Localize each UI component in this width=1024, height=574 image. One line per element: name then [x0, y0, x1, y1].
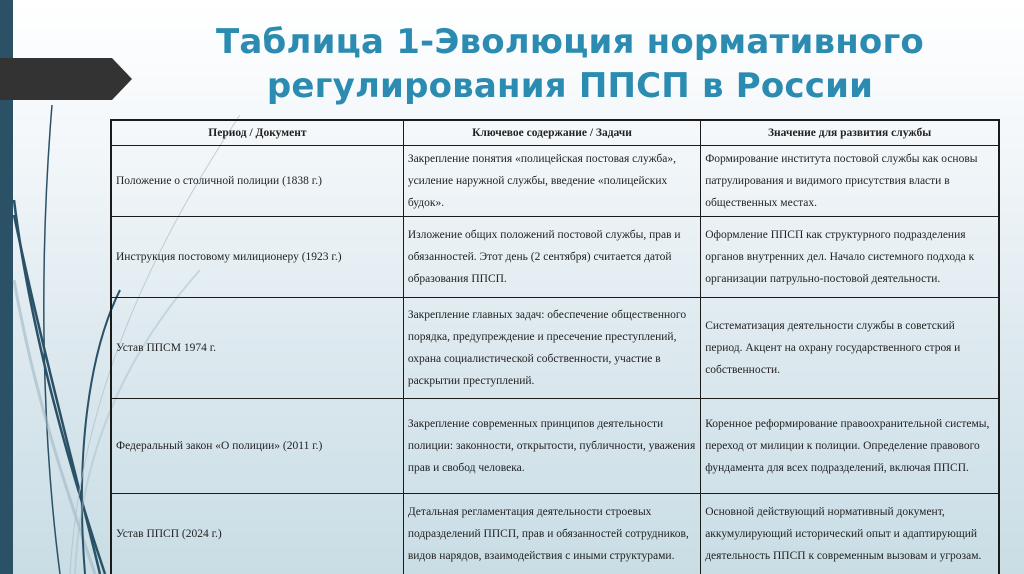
cell-significance: Основной действующий нормативный документ, аккумулирующий исторический опыт и адаптирующий деятельность ППСП к современным вызовам и угрозам.	[701, 494, 999, 574]
table-row	[111, 146, 999, 217]
slide-title	[200, 20, 940, 108]
cell-period: Устав ППСМ 1974 г.	[111, 298, 403, 399]
header-significance: Значение для развития службы	[701, 120, 999, 146]
cell-content: Закрепление понятия «полицейская постовая служба», усиление наружной службы, введение «полицейских будок».	[403, 146, 700, 217]
table-row	[111, 399, 999, 494]
cell-period: Федеральный закон «О полиции» (2011 г.)	[111, 399, 403, 494]
cell-period: Положение о столичной полиции (1838 г.)	[111, 146, 403, 217]
header-period: Период / Документ	[111, 120, 403, 146]
table-row	[111, 494, 999, 574]
title-line-2: регулирования ППСП в России	[266, 66, 874, 106]
table-row	[111, 217, 999, 298]
cell-content: Закрепление главных задач: обеспечение общественного порядка, предупреждение и пресечение преступлений, охрана социалистической собственности, участие в раскрытии преступлений.	[403, 298, 700, 399]
cell-significance: Оформление ППСП как структурного подразделения органов внутренних дел. Начало системного подхода к организации патрульно-постовой деятельности.	[701, 217, 999, 298]
cell-content: Изложение общих положений постовой службы, прав и обязанностей. Этот день (2 сентября) считается датой образования ППСП.	[403, 217, 700, 298]
cell-period: Устав ППСП (2024 г.)	[111, 494, 403, 574]
cell-significance: Систематизация деятельности службы в советский период. Акцент на охрану государственного строя и собственности.	[701, 298, 999, 399]
arrow-banner-shape	[0, 58, 132, 100]
cell-content: Детальная регламентация деятельности строевых подразделений ППСП, прав и обязанностей сотрудников, видов нарядов, взаимодействия с иными структурами.	[403, 494, 700, 574]
cell-period: Инструкция постовому милиционеру (1923 г.)	[111, 217, 403, 298]
table-row	[111, 298, 999, 399]
table-header-row	[111, 120, 999, 146]
title-line-1: Таблица 1-Эволюция нормативного	[216, 22, 924, 62]
cell-content: Закрепление современных принципов деятельности полиции: законности, открытости, публичности, уважения прав и свобод человека.	[403, 399, 700, 494]
cell-significance: Коренное реформирование правоохранительной системы, переход от милиции к полиции. Определение правового фундамента для всех подразделений, включая ППСП.	[701, 399, 999, 494]
cell-significance: Формирование института постовой службы как основы патрулирования и видимого присутствия власти в общественных местах.	[701, 146, 999, 217]
header-content: Ключевое содержание / Задачи	[403, 120, 700, 146]
regulation-evolution-table	[110, 119, 1000, 574]
